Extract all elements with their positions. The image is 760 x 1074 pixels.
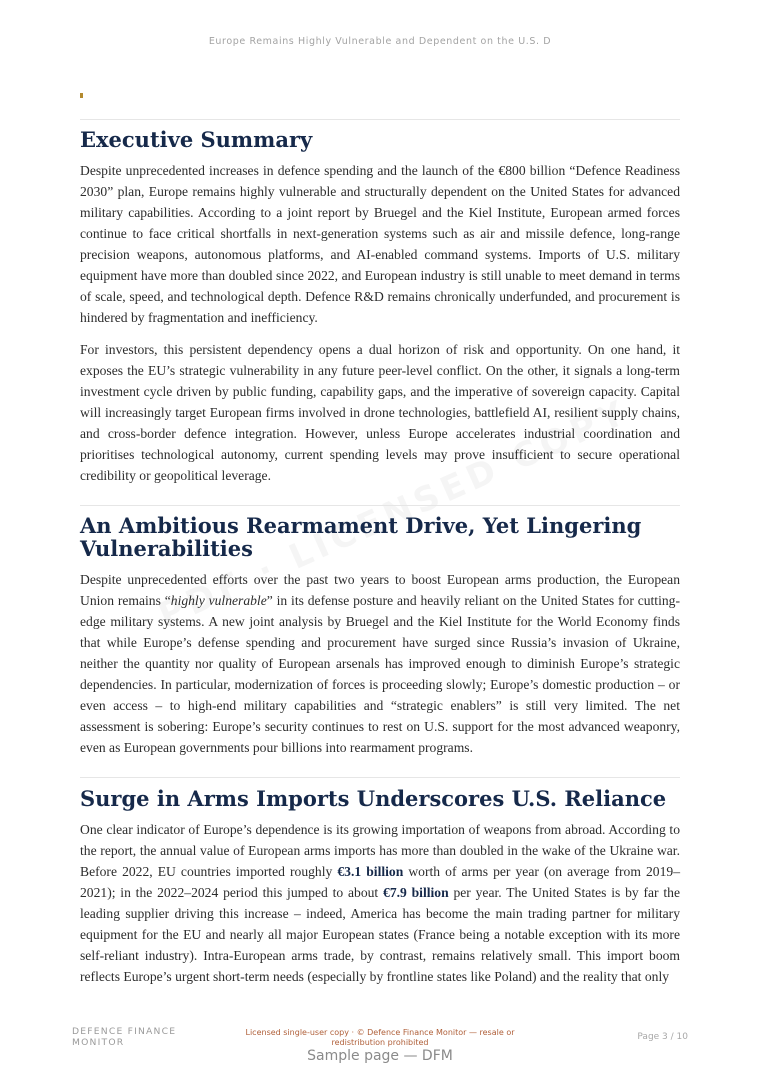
paragraph-text: ” in its defense posture and heavily reliant on the United States for cutting-edge military systems. A new joint analysis by Bruegel and the Kiel Institute for the World Economy finds that while Europe’s defense spending and procurement have surged since Russia’s invasion of Ukraine, neither the quantity nor quality of European arsenals has improved enough to diminish Europe’s strategic dependencies. In particular, modernization of forces is proceeding slowly; Europe’s domestic production – or even access – to high-end military capabilities and “strategic enablers” is still very limited. The net assessment is sobering: Europe’s security continues to rest on U.S. support for the most advanced weaponry, even as European governments pour billions into rearmament programs. [80,593,680,755]
paragraph-text: One clear indicator of Europe’s dependence is its growing importation of weapons from abroad. According to the report, the annual value of European arms imports has more than doubled in the wake of the Ukraine war. Before 2022, EU countries imported roughly [80,822,680,879]
paragraph-text: worth of arms per year (on average from 2019–2021); in the 2022–2024 period this jumped to about [80,864,680,900]
emphasis-text: highly vulnerable [170,593,267,608]
section-arms-imports [80,787,680,998]
sample-label: Sample page — DFM [307,1048,453,1064]
running-header: Europe Remains Highly Vulnerable and Dependent on the U.S. D [208,36,552,47]
paragraph: For investors, this persistent dependency opens a dual horizon of risk and opportunity. On one hand, it exposes the EU’s strategic vulnerability in any future peer-level conflict. On the other, it signals a long-term investment cycle driven by public funding, capability gaps, and the imperative of sovereign capacity. Capital will increasingly target European firms involved in drone technologies, battlefield AI, resilient supply chains, and cross-border defence integration. However, unless Europe accelerates industrial coordination and prioritises technological autonomy, current spending levels may prove insufficient to secure operational credibility or geopolitical leverage. [80,342,680,483]
paragraph [80,569,680,758]
section-executive-summary [80,128,680,497]
divider [80,777,680,778]
section-rearmament [80,514,680,769]
page-number: Page 3 / 10 [637,1032,688,1042]
paragraph-text: per year. The United States is by far the leading supplier driving this increase – indeed, America has become the main trading partner for military equipment for the EU and nearly all major European states (France being a notable exception with its more self-reliant industry). Intra-European arms trade, by contrast, remains relatively small. This import boom reflects Europe’s urgent short-term needs (especially by frontline states like Poland) and the reality that only [80,885,680,984]
accent-mark [80,93,83,98]
highlight-figure: €3.1 billion [337,864,404,879]
divider [80,505,680,506]
paragraph: Despite unprecedented increases in defence spending and the launch of the €800 billion “Defence Readiness 2030” plan, Europe remains highly vulnerable and structurally dependent on the United States for advanced military capabilities. According to a joint report by Bruegel and the Kiel Institute, European armed forces continue to face critical shortfalls in next-generation systems such as air and missile defence, long-range precision weapons, autonomous platforms, and AI-enabled command systems. Imports of U.S. military equipment have more than doubled since 2022, and European industry is still unable to meet demand in terms of scale, speed, and technological depth. Defence R&D remains chronically underfunded, and procurement is hindered by fragmentation and inefficiency. [80,163,680,325]
paragraph [80,819,680,987]
highlight-figure: €7.9 billion [383,885,449,900]
divider [80,119,680,120]
paragraph-text: Despite unprecedented efforts over the past two years to boost European arms production, the European Union remains “ [80,572,680,608]
footer-license-notice: Licensed single-user copy · © Defence Finance Monitor — resale or redistribution prohibited [245,1028,515,1047]
section-heading: Executive Summary [80,127,313,152]
section-heading: Surge in Arms Imports Underscores U.S. Reliance [80,786,667,811]
footer-publisher: DEFENCE FINANCE MONITOR [72,1026,177,1048]
section-heading: An Ambitious Rearmament Drive, Yet Lingering Vulnerabilities [80,513,642,561]
